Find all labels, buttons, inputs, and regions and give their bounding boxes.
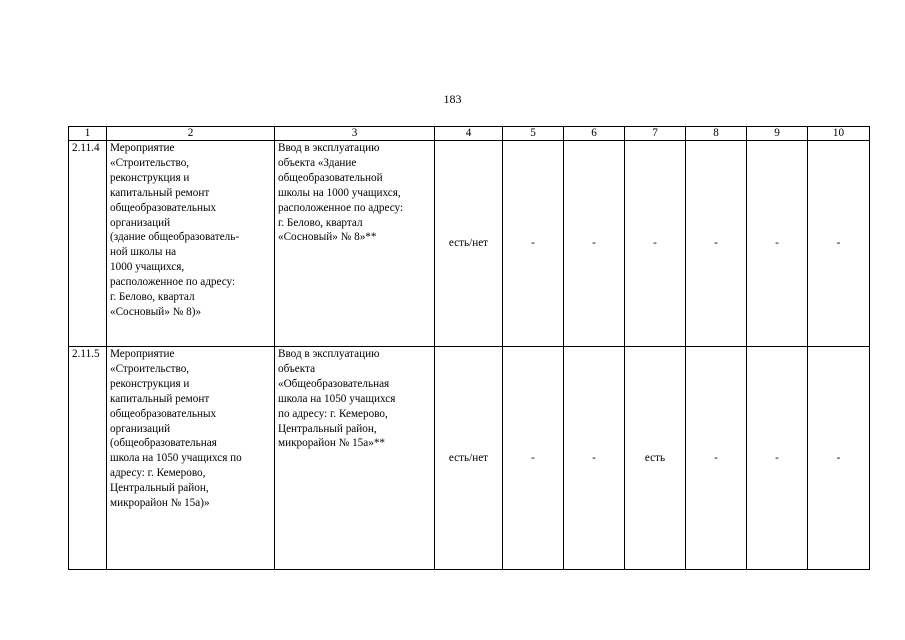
indicator-text-line: Ввод в эксплуатацию (278, 142, 380, 154)
event-name-cell (107, 141, 275, 347)
event-text-line: ной школы на (110, 246, 177, 259)
value-cell: - (686, 347, 747, 570)
page-number: 183 (443, 92, 462, 106)
unit-cell: есть/нет (435, 141, 503, 347)
value-cell: - (503, 347, 564, 570)
event-text-line: Центральный район, (110, 482, 209, 495)
indicator-text-line: по адресу: г. Кемерово, (278, 407, 388, 420)
event-text-line: реконструкция и (110, 171, 190, 184)
indicator-text-line: «Сосновый» № 8»** (278, 231, 377, 244)
column-header: 6 (564, 127, 625, 141)
indicator-text-line: объекта «Здание (278, 156, 357, 169)
value-cell: есть (625, 347, 686, 570)
column-header: 3 (275, 127, 435, 141)
value-cell: - (564, 141, 625, 347)
event-name-cell (107, 347, 275, 570)
indicator-name-cell (275, 347, 435, 570)
column-header: 4 (435, 127, 503, 141)
indicator-text-line: общеобразовательной (278, 171, 383, 184)
event-text-line: реконструкция и (110, 377, 190, 390)
value-cell: - (808, 141, 870, 347)
row-number: 2.11.4 (69, 141, 107, 347)
column-header: 5 (503, 127, 564, 141)
column-header: 9 (747, 127, 808, 141)
value-cell: - (747, 141, 808, 347)
column-header: 10 (808, 127, 870, 141)
event-text-line: школа на 1050 учащихся по (110, 452, 242, 465)
event-text-line: 1000 учащихся, (110, 261, 185, 274)
table-row (69, 141, 870, 347)
column-header: 7 (625, 127, 686, 141)
indicator-text-line: объекта (278, 362, 316, 375)
event-text-line: расположенное по адресу: (110, 276, 236, 289)
event-text-line: капитальный ремонт (110, 186, 210, 199)
indicators-table (68, 126, 870, 570)
event-text-line: общеобразовательных (110, 201, 217, 214)
value-cell: - (808, 347, 870, 570)
event-text-line: организаций (110, 216, 171, 229)
indicator-text-line: г. Белово, квартал (278, 216, 363, 229)
indicator-text-line: расположенное по адресу: (278, 201, 404, 214)
event-text-line: организаций (110, 422, 171, 435)
event-text-line: г. Белово, квартал (110, 291, 195, 304)
event-text-line: «Строительство, (110, 362, 190, 375)
table-header-row (69, 127, 870, 141)
table-row (69, 347, 870, 570)
column-header: 8 (686, 127, 747, 141)
indicator-name-cell (275, 141, 435, 347)
indicator-text-line: Ввод в эксплуатацию (278, 348, 380, 360)
column-header: 1 (69, 127, 107, 141)
indicator-text-line: школы на 1000 учащихся, (278, 186, 401, 199)
event-text-line: капитальный ремонт (110, 392, 210, 405)
value-cell: - (503, 141, 564, 347)
event-text-line: (общеобразовательная (110, 437, 217, 450)
value-cell: - (625, 141, 686, 347)
value-cell: - (747, 347, 808, 570)
event-text-line: «Строительство, (110, 156, 190, 169)
indicator-text-line: Центральный район, (278, 422, 377, 435)
column-header: 2 (107, 127, 275, 141)
value-cell: - (686, 141, 747, 347)
event-text-line: Мероприятие (110, 348, 175, 360)
indicator-text-line: микрорайон № 15а»** (278, 437, 386, 450)
event-text-line: «Сосновый» № 8)» (110, 305, 202, 318)
value-cell: - (564, 347, 625, 570)
event-text-line: (здание общеобразователь- (110, 231, 240, 244)
unit-cell: есть/нет (435, 347, 503, 570)
event-text-line: Мероприятие (110, 142, 175, 154)
indicator-text-line: школа на 1050 учащихся (278, 392, 396, 405)
event-text-line: адресу: г. Кемерово, (110, 467, 206, 480)
indicator-text-line: «Общеобразовательная (278, 377, 390, 390)
event-text-line: микрорайон № 15а)» (110, 497, 210, 510)
event-text-line: общеобразовательных (110, 407, 217, 420)
row-number: 2.11.5 (69, 347, 107, 570)
